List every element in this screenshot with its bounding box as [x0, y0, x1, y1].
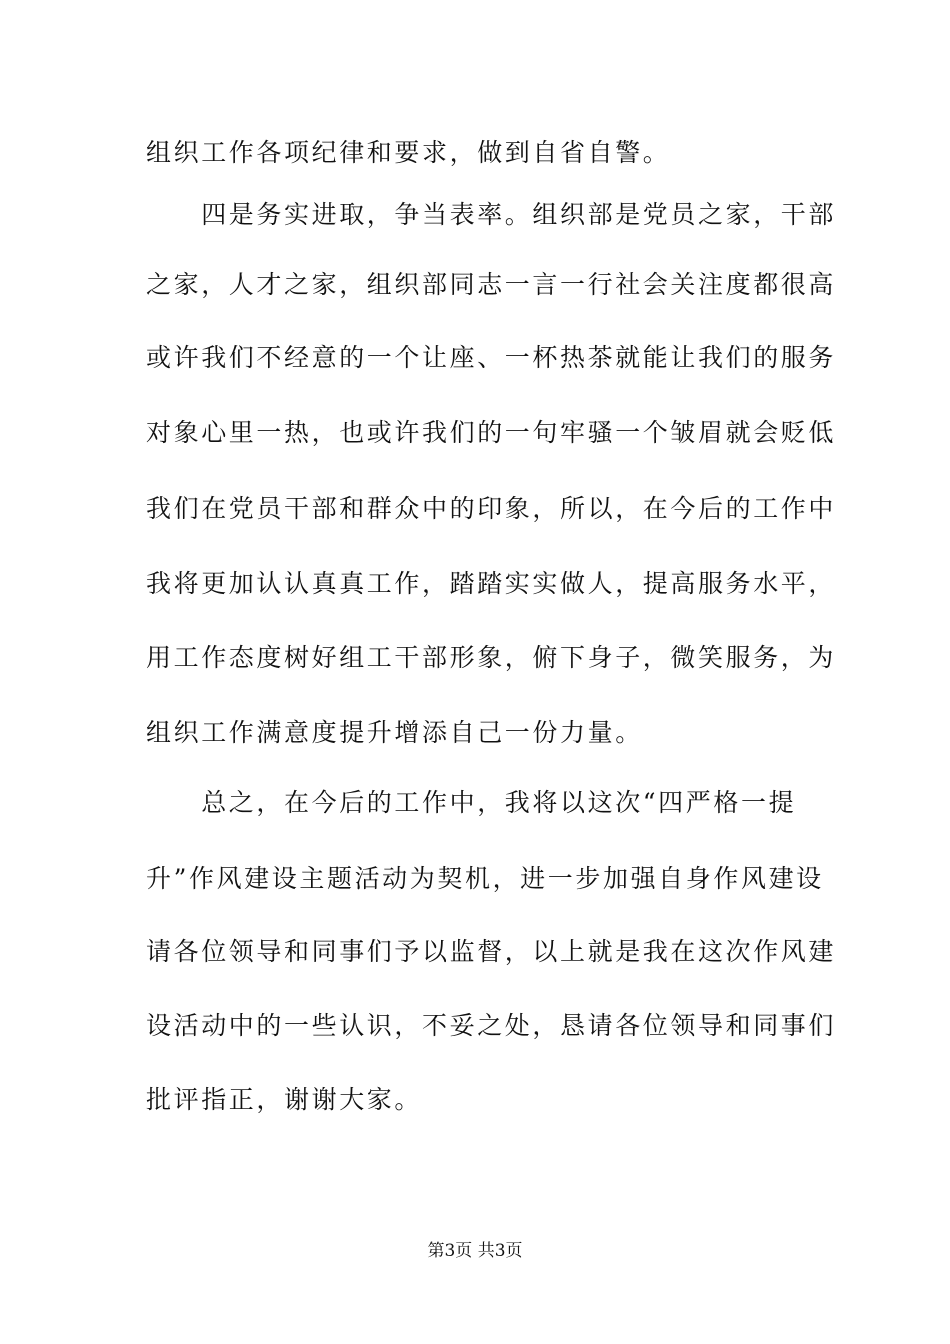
- text-line: 四是务实进取，争当表率。组织部是党员之家，干部: [146, 200, 837, 229]
- text-line: 请各位领导和同事们予以监督，以上就是我在这次作风建: [146, 937, 837, 966]
- text-line: 设活动中的一些认识，不妥之处，恳请各位领导和同事们: [146, 1011, 837, 1040]
- text-line: 我将更加认认真真工作，踏踏实实做人，提高服务水平，: [146, 569, 837, 598]
- text-line: 或许我们不经意的一个让座、一杯热茶就能让我们的服务: [146, 343, 837, 372]
- text-line: 对象心里一热，也或许我们的一句牢骚一个皱眉就会贬低: [146, 418, 837, 447]
- text-line: 组织工作满意度提升增添自己一份力量。: [146, 718, 643, 747]
- text-line: 批评指正，谢谢大家。: [146, 1085, 423, 1114]
- text-line: 总之，在今后的工作中，我将以这次“四严格一提: [146, 788, 797, 817]
- text-line: 之家，人才之家，组织部同志一言一行社会关注度都很高: [146, 270, 837, 299]
- page-number-footer: 第3页 共3页: [427, 1241, 523, 1261]
- text-line: 我们在党员干部和群众中的印象，所以，在今后的工作中: [146, 494, 837, 523]
- text-line: 用工作态度树好组工干部形象，俯下身子，微笑服务，为: [146, 643, 837, 672]
- text-line: 升”作风建设主题活动为契机，进一步加强自身作风建设: [146, 864, 824, 893]
- text-line: 组织工作各项纪律和要求，做到自省自警。: [146, 138, 671, 167]
